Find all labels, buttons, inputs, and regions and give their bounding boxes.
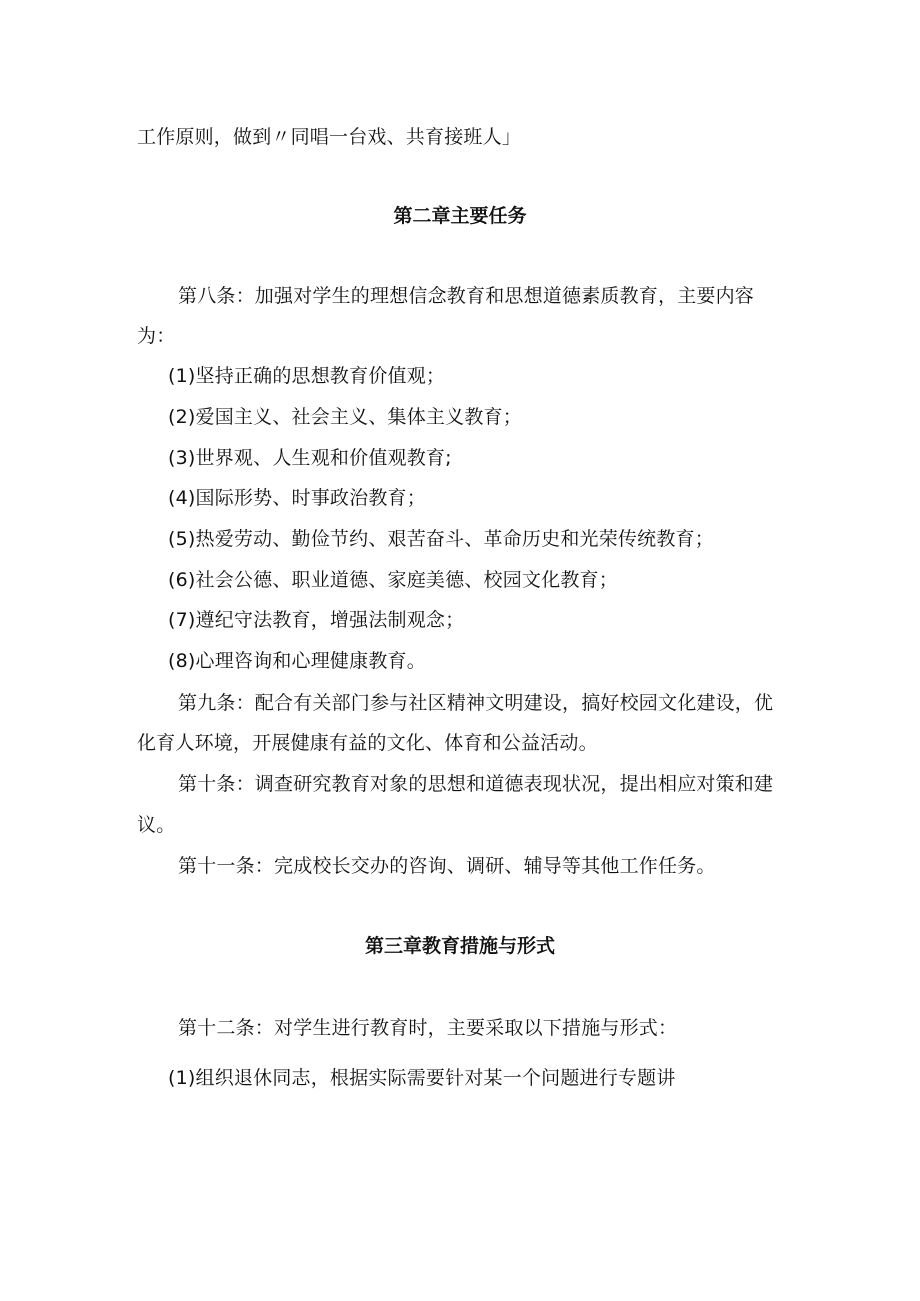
- article-8-line-1: 第八条：加强对学生的理想信念教育和思想道德素质教育，主要内容: [178, 285, 755, 307]
- article-12: 第十二条：对学生进行教育时，主要采取以下措施与形式：: [178, 1017, 678, 1039]
- article-8-item-6: (6)社会公德、职业道德、家庭美德、校园文化教育；: [168, 569, 618, 591]
- article-10-line-2: 议。: [137, 814, 176, 836]
- chapter-2-heading: 第二章主要任务: [393, 205, 527, 227]
- article-9-line-2: 化育人环境，开展健康有益的文化、体育和公益活动。: [137, 732, 598, 754]
- article-8-item-3: (3)世界观、人生观和价值观教育;: [168, 447, 452, 469]
- article-12-item-1: (1)组织退休同志，根据实际需要针对某一个问题进行专题讲: [168, 1067, 676, 1089]
- article-8-item-5: (5)热爱劳动、勤俭节约、艰苦奋斗、革命历史和光荣传统教育；: [168, 528, 714, 550]
- article-8-line-2: 为：: [137, 325, 176, 347]
- article-10-line-1: 第十条：调查研究教育对象的思想和道德表现状况，提出相应对策和建: [178, 773, 774, 795]
- article-8-item-4: (4)国际形势、时事政治教育；: [168, 487, 426, 509]
- article-8-item-7: (7)遵纪守法教育，增强法制观念；: [168, 609, 465, 631]
- article-11: 第十一条：完成校长交办的咨询、调研、辅导等其他工作任务。: [178, 855, 716, 877]
- article-8-item-8: (8)心理咨询和心理健康教育。: [168, 650, 426, 672]
- article-8-item-2: (2)爱国主义、社会主义、集体主义教育；: [168, 406, 522, 428]
- article-9-line-1: 第九条：配合有关部门参与社区精神文明建设，搞好校园文化建设，优: [178, 692, 774, 714]
- article-8-item-1: (1)坚持正确的思想教育价值观；: [168, 365, 446, 387]
- chapter-3-heading: 第三章教育措施与形式: [364, 935, 555, 957]
- paragraph-continuation: 工作原则，做到〃同唱一台戏、共育接班人」: [137, 126, 522, 148]
